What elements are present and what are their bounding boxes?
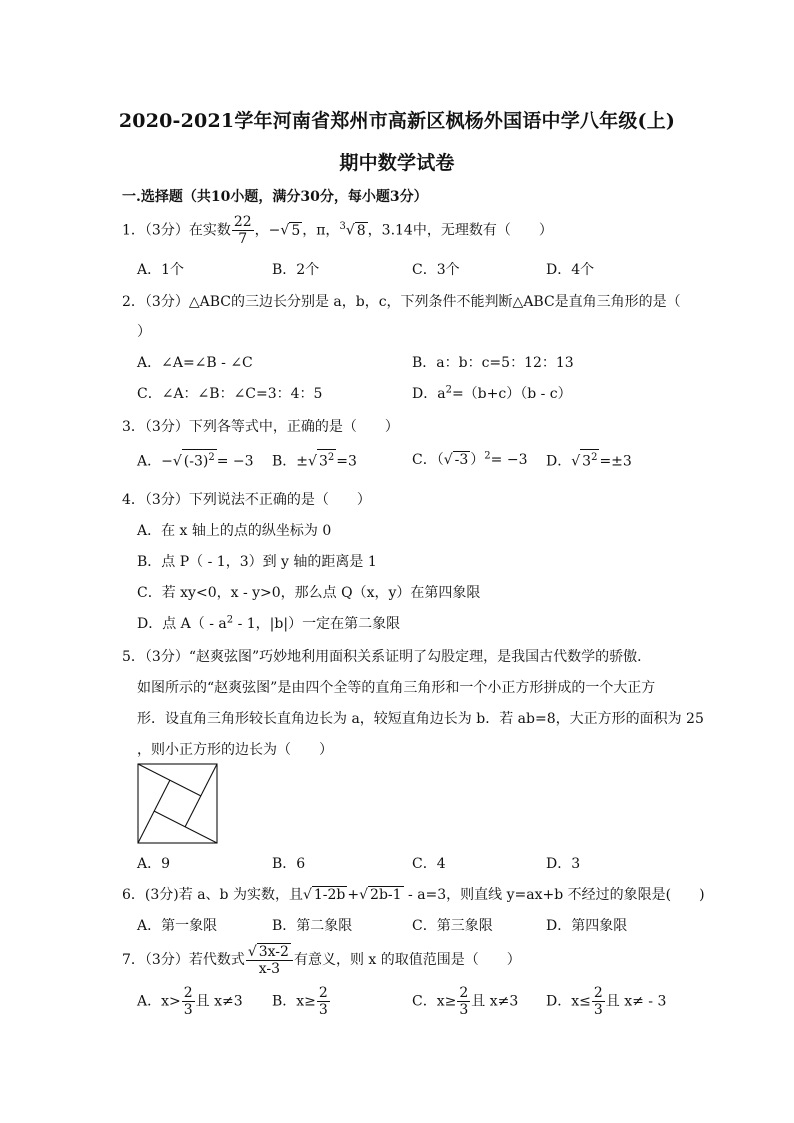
option-text: B．x≥	[272, 993, 316, 1010]
option-d: D．第四象限	[546, 918, 628, 934]
fraction-denominator: 3	[459, 1002, 469, 1018]
radicand: 2b-1	[370, 887, 402, 903]
question-5-line3: 形．设直角三角形较长直角边长为 a，较短直角边长为 b．若 ab=8，大正方形的面积为 25	[137, 711, 704, 727]
sqrt-sign: √	[308, 453, 317, 470]
cube-root-index: 3	[339, 220, 346, 232]
option-d: D．3	[546, 856, 581, 872]
exponent: 2	[226, 614, 234, 626]
exponent: 2	[208, 452, 215, 463]
option-d	[412, 383, 572, 403]
fraction	[246, 943, 293, 977]
fraction-numerator: 2	[183, 985, 193, 1001]
fraction-denominator: 3	[593, 1002, 603, 1018]
sqrt-sign: √	[280, 222, 290, 239]
q6-text: - a=3，则直线 y=ax+b 不经过的象限是( )	[403, 887, 705, 903]
option-b	[272, 985, 331, 1018]
question-1	[122, 214, 553, 247]
option-c: C．若 xy<0，x - y>0，那么点 Q（x，y）在第四象限	[137, 585, 481, 601]
question-6	[122, 884, 705, 904]
option-a: A．第一象限	[137, 918, 218, 934]
page-title-line2: 期中数学试卷	[339, 152, 455, 174]
option-text: C．（	[412, 452, 444, 468]
fraction-denominator: 7	[238, 231, 248, 247]
option-text: = −3	[490, 452, 528, 468]
inner-line	[154, 811, 217, 843]
option-d	[546, 985, 666, 1018]
option-c: C．第三象限	[412, 918, 493, 934]
radicand-text: (-3)	[183, 453, 209, 470]
inner-line	[138, 780, 170, 843]
option-b: B．点 P（ - 1，3）到 y 轴的距离是 1	[137, 554, 377, 570]
option-c: C．4	[412, 856, 446, 872]
option-c	[412, 985, 518, 1018]
fraction-numerator: 2	[593, 985, 603, 1001]
q1-text-b: ，−	[254, 222, 281, 239]
question-3: 3．（3分）下列各等式中，正确的是（ ）	[122, 419, 399, 435]
option-a: A．在 x 轴上的点的纵坐标为 0	[137, 523, 332, 539]
option-text: B．±	[272, 453, 309, 470]
fraction-denominator: x-3	[258, 961, 281, 977]
q1-text-a: 1．（3分）在实数	[122, 222, 231, 239]
exponent: 2	[591, 452, 598, 463]
question-5-line4: ，则小正方形的边长为（ ）	[137, 742, 333, 758]
fraction	[182, 985, 195, 1018]
option-text: D．	[546, 453, 572, 470]
option-c: C．∠A：∠B：∠C=3：4：5	[137, 386, 323, 402]
option-text: C．x≥	[412, 993, 457, 1010]
option-text: = −3	[216, 453, 254, 470]
sqrt-sign: √	[443, 452, 453, 468]
option-text: A．x>	[137, 993, 181, 1010]
question-7	[122, 943, 521, 977]
question-5-line1: 5．（3分）“赵爽弦图”巧妙地利用面积关系证明了勾股定理，是我国古代数学的骄傲．	[122, 649, 652, 665]
radicand	[580, 449, 599, 470]
option-b	[272, 449, 357, 471]
option-c: C．3个	[412, 262, 460, 278]
option-text: - 1，|b|）一定在第二象限	[233, 616, 401, 632]
fraction-numerator: 2	[459, 985, 469, 1001]
option-b: B．a：b：c=5：12：13	[412, 355, 574, 371]
option-d	[137, 613, 400, 633]
question-5-line2: 如图所示的“赵爽弦图”是由四个全等的直角三角形和一个小正方形拼成的一个大正方	[137, 680, 656, 696]
option-text: 且 x≠ - 3	[605, 993, 667, 1010]
cube-root-sign: √	[345, 222, 355, 239]
option-d-text: D．a	[412, 386, 446, 402]
option-c	[412, 449, 527, 469]
option-text: 且 x≠3	[195, 993, 243, 1010]
radicand	[182, 449, 217, 470]
sqrt-sign: √	[302, 887, 312, 903]
q7-text: 有意义，则 x 的取值范围是（ ）	[293, 952, 521, 968]
radicand: 1-2b	[313, 887, 346, 903]
option-a: A．9	[137, 856, 171, 872]
fraction	[592, 985, 605, 1018]
inner-line	[185, 764, 217, 827]
option-text: A．−	[137, 453, 173, 470]
option-text: 且 x≠3	[471, 993, 519, 1010]
option-d-text: =（b+c）（b - c）	[451, 386, 572, 402]
section-heading: 一.选择题（共10小题，满分30分，每小题3分）	[122, 189, 428, 205]
option-text: =±3	[599, 453, 632, 470]
option-text: =3	[336, 453, 357, 470]
fraction-denominator: 3	[183, 1002, 193, 1018]
question-2: 2．（3分）△ABC的三边长分别是 a，b，c，下列条件不能判断△ABC是直角三角形的是（	[122, 294, 681, 310]
option-d: D．4个	[546, 262, 595, 278]
question-2-cont: ）	[137, 324, 151, 340]
option-text: ）	[470, 452, 485, 468]
outer-square	[138, 764, 217, 843]
fraction	[232, 214, 254, 247]
radicand: 5	[291, 222, 301, 239]
option-d	[546, 449, 632, 471]
exponent: 2	[445, 384, 452, 396]
sqrt-sign: √	[359, 887, 369, 903]
sqrt-sign: √	[571, 453, 581, 470]
option-text: D．x≤	[546, 993, 591, 1010]
q6-text: 6．(3分)若 a、b 为实数，且	[122, 887, 303, 903]
fraction	[457, 985, 470, 1018]
option-text: D．点 A（ - a	[137, 616, 227, 632]
radicand: 3x-2	[258, 944, 289, 960]
radicand-text: 3	[318, 453, 328, 470]
fraction-numerator	[246, 943, 293, 961]
radicand-text: 3	[582, 453, 592, 470]
page-title-line1: 2020-2021学年河南省郑州市高新区枫杨外国语中学八年级(上)	[118, 110, 676, 132]
exponent: 2	[327, 452, 335, 463]
question-4: 4．（3分）下列说法不正确的是（ ）	[122, 492, 371, 508]
q6-text: +	[347, 887, 360, 903]
fraction-numerator: 22	[233, 214, 252, 230]
radicand: -3	[454, 452, 469, 468]
option-a	[137, 449, 254, 471]
option-a	[137, 985, 243, 1018]
q1-text-d: ，3.14中，无理数有（ ）	[367, 222, 553, 239]
option-b: B．6	[272, 856, 306, 872]
sqrt-sign: √	[247, 944, 257, 960]
fraction-denominator: 3	[318, 1002, 328, 1018]
fraction-numerator: 2	[318, 985, 328, 1001]
option-a: A．1个	[137, 262, 185, 278]
exponent: 2	[484, 450, 491, 462]
option-a: A．∠A=∠B - ∠C	[137, 355, 253, 371]
fraction	[317, 985, 330, 1018]
zhao-shuang-diagram	[137, 763, 219, 845]
radicand: 8	[356, 222, 366, 239]
option-b: B．2个	[272, 262, 320, 278]
sqrt-sign: √	[172, 453, 182, 470]
option-b: B．第二象限	[272, 918, 353, 934]
q7-text: 7．（3分）若代数式	[122, 952, 245, 968]
radicand	[317, 449, 336, 470]
q1-text-c: ，π，	[302, 222, 340, 239]
